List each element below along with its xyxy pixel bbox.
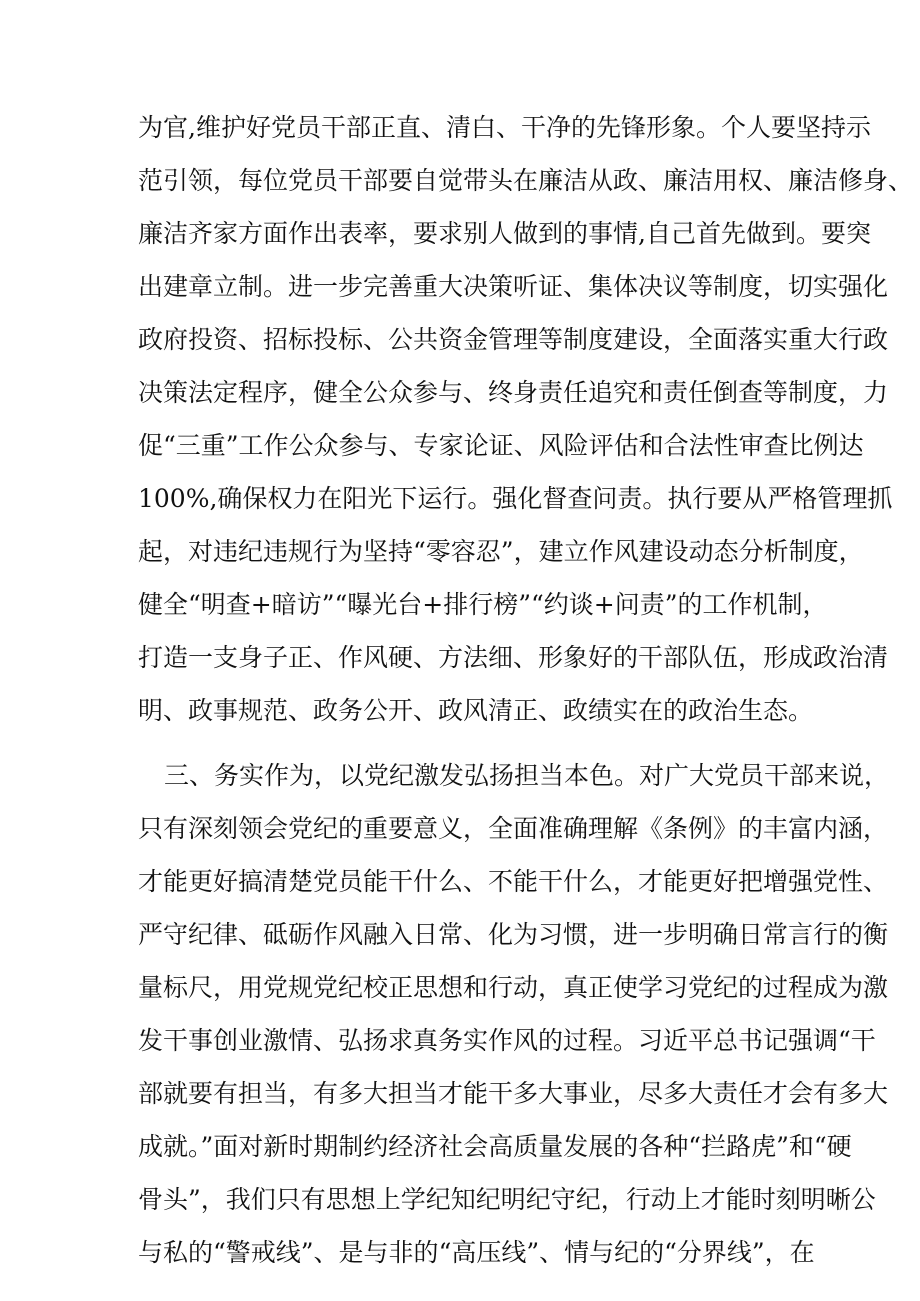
text-line: 才能更好搞清楚党员能干什么、不能干什么，才能更好把增强党性、 xyxy=(138,867,889,896)
text-line: 严守纪律、砥砺作风融入日常、化为习惯，进一步明确日常言行的衡 xyxy=(138,920,889,949)
text-line: 明、政事规范、政务公开、政风清正、政绩实在的政治生态。 xyxy=(138,696,814,725)
text-line: 廉洁齐家方面作出表率，要求别人做到的事情,自己首先做到。要突 xyxy=(138,219,871,248)
text-line: 与私的“警戒线”、是与非的“高压线”、情与纪的“分界线”，在 xyxy=(138,1238,815,1267)
text-line: 量标尺，用党规党纪校正思想和行动，真正使学习党纪的过程成为激 xyxy=(138,973,889,1002)
text-line: 为官,维护好党员干部正直、清白、干净的先锋形象。个人要坚持示 xyxy=(138,113,871,142)
text-line: 促“三重”工作公众参与、专家论证、风险评估和合法性审查比例达 xyxy=(138,431,864,460)
text-line: 范引领，每位党员干部要自觉带头在廉洁从政、廉洁用权、廉洁修身、 xyxy=(138,166,914,195)
text-line: 出建章立制。进一步完善重大决策听证、集体决议等制度，切实强化 xyxy=(138,272,889,301)
text-line: 只有深刻领会党纪的重要意义，全面准确理解《条例》的丰富内涵， xyxy=(138,814,889,843)
text-line: 打造一支身子正、作风硬、方法细、形象好的干部队伍，形成政治清 xyxy=(138,643,889,672)
text-line: 发干事创业激情、弘扬求真务实作风的过程。习近平总书记强调“干 xyxy=(138,1026,876,1055)
text-line: 骨头”，我们只有思想上学纪知纪明纪守纪，行动上才能时刻明晰公 xyxy=(138,1185,876,1214)
text-line: 起，对违纪违规行为坚持“零容忍”，建立作风建设动态分析制度， xyxy=(138,537,864,566)
text-line: 部就要有担当，有多大担当才能干多大事业，尽多大责任才会有多大 xyxy=(138,1079,889,1108)
section-heading-line: 三、务实作为，以党纪激发弘扬担当本色。对广大党员干部来说， xyxy=(164,761,890,790)
text-line: 决策法定程序，健全公众参与、终身责任追究和责任倒查等制度，力 xyxy=(138,378,889,407)
text-line: 健全“明查+暗访”“曝光台+排行榜”“约谈+问责”的工作机制， xyxy=(138,590,828,619)
text-line: 成就。”面对新时期制约经济社会高质量发展的各种“拦路虎”和“硬 xyxy=(138,1132,852,1161)
text-line: 政府投资、招标投标、公共资金管理等制度建设，全面落实重大行政 xyxy=(138,325,889,354)
text-line: 100%,确保权力在阳光下运行。强化督查问责。执行要从严格管理抓 xyxy=(138,484,893,513)
